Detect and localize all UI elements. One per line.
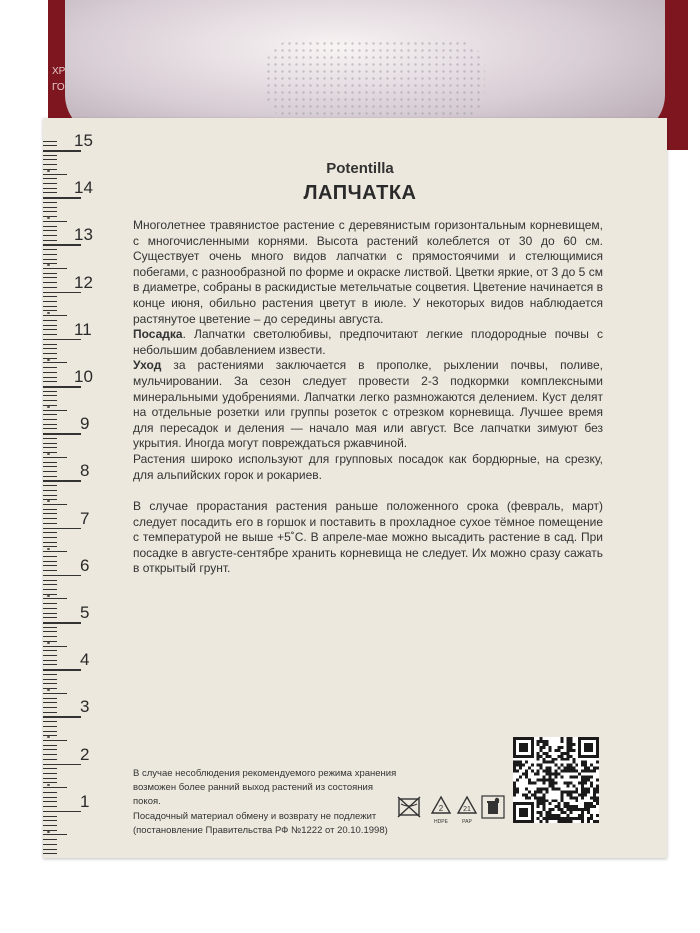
ruler-tick [43,443,57,444]
ruler-tick [43,702,57,703]
storage-notice [133,767,403,838]
ruler-tick [43,296,57,297]
ruler-tick [43,849,57,850]
ruler-tick [43,348,57,349]
ruler-number: 6 [80,555,90,575]
ruler-speck [47,217,50,219]
ruler-tick [43,565,57,566]
ruler-tick [43,428,57,429]
ruler-tick [43,646,67,647]
ruler-tick [43,580,57,581]
ruler-tick [43,400,57,401]
ruler-tick [43,631,57,632]
ruler-tick [43,834,67,835]
description-paragraph [133,327,603,358]
ruler-tick [43,259,57,260]
ruler-tick [43,792,57,793]
ruler-tick [43,537,57,538]
ruler-tick [43,801,57,802]
ruler-tick [43,816,57,817]
ruler-tick [43,509,57,510]
ruler-tick [43,664,57,665]
ruler-tick [43,471,57,472]
svg-text:2: 2 [438,804,444,813]
ruler-tick [43,386,81,388]
ruler-tick [43,570,57,571]
ruler-tick [43,641,57,642]
ruler-speck [47,689,50,691]
ruler-tick [43,726,57,727]
paragraph-text: Растения широко используют для групповых посадок как бордюрные, на срезку, для альпийских горок и рокариев. [133,451,603,482]
ruler-tick [43,660,57,661]
ruler-tick [43,367,57,368]
ruler-tick [43,707,57,708]
ruler-number: 12 [74,272,93,292]
card-text-2: ГО [52,82,65,93]
ruler-tick [43,844,57,845]
ruler-tick [43,268,67,269]
ruler-tick [43,438,57,439]
ruler-tick [43,745,57,746]
description-paragraph [133,358,603,452]
ruler-tick [43,410,67,411]
ruler-tick [43,613,57,614]
ruler-tick [43,716,81,718]
ruler-tick [43,424,57,425]
ruler-tick [43,462,57,463]
ruler-number: 5 [80,603,90,622]
ruler-tick [43,221,67,222]
paragraph-text: . Лапчатки светолюбивы, предпочитают легкие плодородные почвы с небольшим добавлением извести. [133,327,603,357]
description-paragraph [133,218,603,327]
ruler-tick [43,688,57,689]
hdpe-label: HDPE [434,819,448,825]
ruler-number: 9 [80,414,90,434]
ruler-tick [43,712,57,713]
svg-text:21: 21 [463,806,471,813]
ruler-speck [47,548,50,550]
ruler-tick [43,528,81,530]
ruler-tick [43,655,57,656]
ruler-speck [47,312,50,314]
ruler-tick [43,542,57,543]
ruler-tick [43,310,57,311]
ruler-tick [43,301,57,302]
pap-label: PAP [462,819,472,825]
ruler-tick [43,679,57,680]
ruler-tick [43,230,57,231]
ruler-tick [43,329,57,330]
ruler-tick [43,820,57,821]
ruler-tick [43,787,67,788]
ruler-tick [43,244,81,246]
ruler-tick [43,282,57,283]
ruler-tick [43,773,57,774]
ruler-tick [43,523,57,524]
ruler-tick [43,414,57,415]
ruler-tick [43,141,57,142]
ruler-number: 8 [80,461,90,481]
trash-bin-icon [480,794,506,824]
ruler-tick [43,377,57,378]
ruler-tick [43,650,57,651]
ruler-tick [43,683,57,684]
product-title-text: ЛАПЧАТКА [303,182,417,204]
ruler-tick [43,485,57,486]
ruler-tick [43,561,57,562]
ruler-tick [43,830,57,831]
ruler-tick [43,839,57,840]
recycle-pap-icon [454,794,480,824]
ruler-number: 4 [80,650,90,670]
ruler-tick [43,490,57,491]
ruler-tick [43,589,57,590]
ruler-tick [43,150,81,152]
latin-name [0,160,700,177]
ruler-tick [43,575,81,577]
ruler-tick [43,249,57,250]
ruler-tick [43,315,67,316]
ruler-tick [43,731,57,732]
ruler-speck [47,642,50,644]
ruler-tick [43,754,57,755]
ruler-tick [43,693,67,694]
ruler-tick [43,476,57,477]
ruler-number: 10 [74,367,93,386]
ruler-tick [43,782,57,783]
ruler-tick [43,636,57,637]
ruler-speck [47,406,50,408]
latin-name-text: Potentilla [326,160,394,177]
notice-line: В случае несоблюдения рекомендуемого режима хранения [133,768,397,779]
ruler-tick [43,617,57,618]
ruler-tick [43,764,81,766]
ruler-tick [43,674,57,675]
ruler-tick [43,216,57,217]
paragraph-text: за растениями заключается в прополке, рыхлении почвы, поливе, мульчировании. За сезон следует провести 2-3 подкормки комплексными минеральными удобрениями. Лапчатки легко размножаются делением. Куст делят на отдельные розетки или группы розеток с отрезком корневища. Лучшее время для пересадок и деления — начало мая или август. Все лапчатки зимуют без укрытия. Иногда могут повреждаться ржавчиной. [133,358,603,451]
ruler-tick [43,740,67,741]
ruler-tick [43,325,57,326]
ruler-speck [47,500,50,502]
ruler-tick [43,145,57,146]
ruler-tick [43,277,57,278]
ruler-number: 13 [74,225,93,245]
ruler-tick [43,698,57,699]
paragraph-heading: Посадка [133,327,183,342]
ruler-speck [47,784,50,786]
qr-code-icon [513,737,599,823]
ruler-tick [43,381,57,382]
ruler-tick [43,240,57,241]
ruler-tick [43,532,57,533]
plastic-bag [65,0,665,135]
ruler-tick [43,339,81,341]
ruler-tick [43,466,57,467]
ruler-tick [43,207,57,208]
ruler-tick [43,853,57,854]
card-text-1: ХР [52,66,66,77]
ruler-tick [43,608,57,609]
ruler-tick [43,551,67,552]
ruler-tick [43,235,57,236]
ruler-number: 3 [80,697,90,717]
no-washing-icon [396,794,422,824]
product-title [0,182,700,205]
notice-line: (постановление Правительства РФ №1222 от 20.10.1998) [133,824,388,836]
notice-line: возможен более ранний выход растений из состояния покоя. [133,782,373,808]
ruler-tick [43,825,57,826]
ruler-tick [43,263,57,264]
description-paragraph [133,499,603,577]
ruler-tick [43,344,57,345]
ruler-tick [43,287,57,288]
ruler-tick [43,254,57,255]
ruler-tick [43,806,57,807]
ruler-tick [43,155,57,156]
ruler-tick [43,405,57,406]
notice-line: Посадочный материал обмену и возврату не подлежит [133,810,377,822]
ruler-tick [43,721,57,722]
ruler-tick [43,513,57,514]
ruler-tick [43,334,57,335]
ruler-tick [43,178,57,179]
ruler-tick [43,598,67,599]
ruler-tick [43,778,57,779]
ruler-tick [43,353,57,354]
ruler-number: 2 [80,744,90,764]
ruler-tick [43,546,57,547]
ruler-tick [43,457,67,458]
ruler-speck [47,359,50,361]
ruler-tick [43,480,81,482]
ruler-tick [43,320,57,321]
ruler-tick [43,395,57,396]
ruler-tick [43,452,57,453]
ruler-tick [43,759,57,760]
ruler-number: 11 [74,319,92,339]
ruler-tick [43,811,81,813]
ruler-speck [47,736,50,738]
ruler-tick [43,556,57,557]
ruler-tick [43,447,57,448]
description-paragraph [133,452,603,483]
ruler-speck [47,595,50,597]
ruler-tick [43,518,57,519]
paragraph-text: В случае прорастания растения раньше положенного срока (февраль, март) следует посадить его в горшок и поставить в прохладное сухое тёмное помещение с температурой не выше +5˚С. В апреле-мае можно высадить растение в сад. При посадке в августе-сентябре хранить корневища не следует. Их можно сразу сажать в открытый грунт. [133,499,603,576]
ruler-tick [43,669,81,671]
ruler-number: 1 [80,791,90,811]
paragraph-heading: Уход [133,358,162,373]
ruler-tick [43,292,81,294]
ruler-tick [43,306,57,307]
ruler-tick [43,362,67,363]
ruler-tick [43,627,57,628]
ruler-number: 14 [74,178,93,198]
ruler-tick [43,211,57,212]
ruler-tick [43,358,57,359]
ruler-tick [43,735,57,736]
ruler-tick [43,495,57,496]
ruler [43,118,105,858]
ruler-tick [43,603,57,604]
paragraph-text: Многолетнее травянистое растение с деревянистым горизонтальным корневищем, с многочисленными корнями. Высота растений колеблется от 30 до 60 см. Существует очень много видов лапчатки с прямостоячими и стелющимися побегами, с разнообразной по форме и окраске листвой. Цветки яркие, от 3 до 5 см в диаметре, собраны в раскидистые метельчатые соцветия. Цветение начинается в конце июня, обильно растения цветут в июле. У некоторых видов наблюдается растянутое цветение – до середины августа. [133,218,603,326]
ruler-tick [43,433,81,435]
ruler-number: 15 [74,131,93,150]
bag-texture [265,40,485,120]
ruler-speck [47,453,50,455]
ruler-tick [43,419,57,420]
ruler-tick [43,594,57,595]
ruler-tick [43,504,67,505]
ruler-number: 7 [80,508,90,528]
ruler-tick [43,768,57,769]
ruler-tick [43,584,57,585]
ruler-tick [43,372,57,373]
ruler-tick [43,499,57,500]
ruler-tick [43,273,57,274]
ruler-tick [43,797,57,798]
ruler-tick [43,622,81,624]
ruler-speck [47,831,50,833]
ruler-tick [43,749,57,750]
description-body [133,218,603,577]
recycle-hdpe-icon [428,794,454,824]
ruler-tick [43,226,57,227]
ruler-speck [47,264,50,266]
ruler-tick [43,391,57,392]
